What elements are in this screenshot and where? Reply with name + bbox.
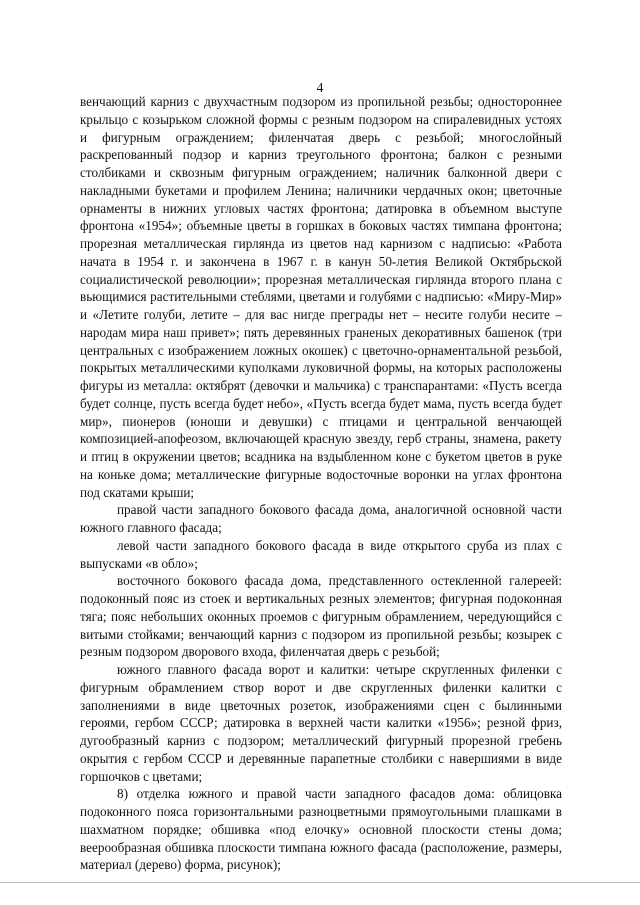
footer-divider	[0, 882, 640, 883]
paragraph-continuation: венчающий карниз с двухчастным подзором из пропильной резьбы; одностороннее крыльцо с козырьком сложной формы с резным подзором на спиралевидных устоях и фигурным ограждением; филенчатая дверь с резьбой; многослойный раскрепованный подзор и карниз треугольного фронтона; балкон с резными столбиками и сквозным фигурным ограждением; наличник балконной двери с накладными букетами и профилем Ленина; наличники чердачных окон; цветочные орнаменты в нижних угловых частях фронтона; датировка в объемном выступе фронтона «1954»; объемные цветы в горшках в боковых частях тимпана фронтона; прорезная металлическая гирлянда из цветов над карнизом с надписью: «Работа начата в 1954 г. и закончена в 1967 г. в канун 50-летия Великой Октябрьской социалистической революции»; прорезная металлическая гирлянда второго плана с вьющимися растительными стеблями, цветами и голубями с надписью: «Миру-Мир» и «Летите голуби, летите – для вас нигде преграды нет – несите голуби несите – народам мира наш привет»; пять деревянных граненых декоративных башенок (три центральных с изображением ложных окошек) с цветочно-орнаментальной резьбой, покрытых металлическими куполками луковичной формы, на которых расположены фигуры из металла: октябрят (девочки и мальчика) с транспарантами: «Пусть всегда будет солнце, пусть всегда будет небо», «Пусть всегда будет мама, пусть всегда будет мир», пионеров (юноши и девушки) с птицами и центральной венчающей композицией-апофеозом, включающей красную звезду, герб страны, знамена, ракету и птиц в окружении цветов; всадника на вздыбленном коне с букетом цветов в руке на коньке дома; металлические фигурные водосточные воронки на углах фронтона под скатами крыши;	[80, 94, 562, 500]
paragraph-west-facade-left: левой части западного бокового фасада в виде открытого сруба из плах с выпусками «в обло»;	[80, 537, 562, 571]
paragraph-gate-facade: южного главного фасада ворот и калитки: четыре скругленных филенки с фигурным обрамлением створ ворот и две скругленных филенки калитки с заполнениями в виде цветочных розеток, изображениями сцен с былинными героями, гербом СССР; датировка в верхней части калитки «1956»; резной фриз, дугообразный карниз с подзором; металлический фигурный прорезной гребень окрытия с гербом СССР и деревянные парапетные столбики с навершиями в виде горшочков с цветами;	[80, 662, 562, 784]
paragraph-west-facade-right: правой части западного бокового фасада дома, аналогичной основной части южного главного фасада;	[80, 502, 562, 535]
page-number: 4	[316, 80, 324, 95]
paragraph-east-facade: восточного бокового фасада дома, представленного остекленной галереей: подоконный пояс из стоек и вертикальных резных элементов; фигурная подоконная тяга; пояс небольших оконных проемов с фигурным обрамлением, чередующийся с витыми стойками; венчающий карниз с подзором из пропильной резьбы; козырек с резным подзором дворового входа, филенчатая дверь с резьбой;	[80, 573, 562, 660]
document-body	[80, 93, 562, 874]
paragraph-item-8-finishing: 8) отделка южного и правой части западного фасадов дома: облицовка подоконного пояса горизонтальными разноцветными прямоугольными плашками в шахматном порядке; обшивка «под елочку» основной плоскости стены дома; веерообразная обшивка плоскости тимпана южного фасада (расположение, размеры, материал (дерево) форма, рисунок);	[80, 786, 562, 873]
